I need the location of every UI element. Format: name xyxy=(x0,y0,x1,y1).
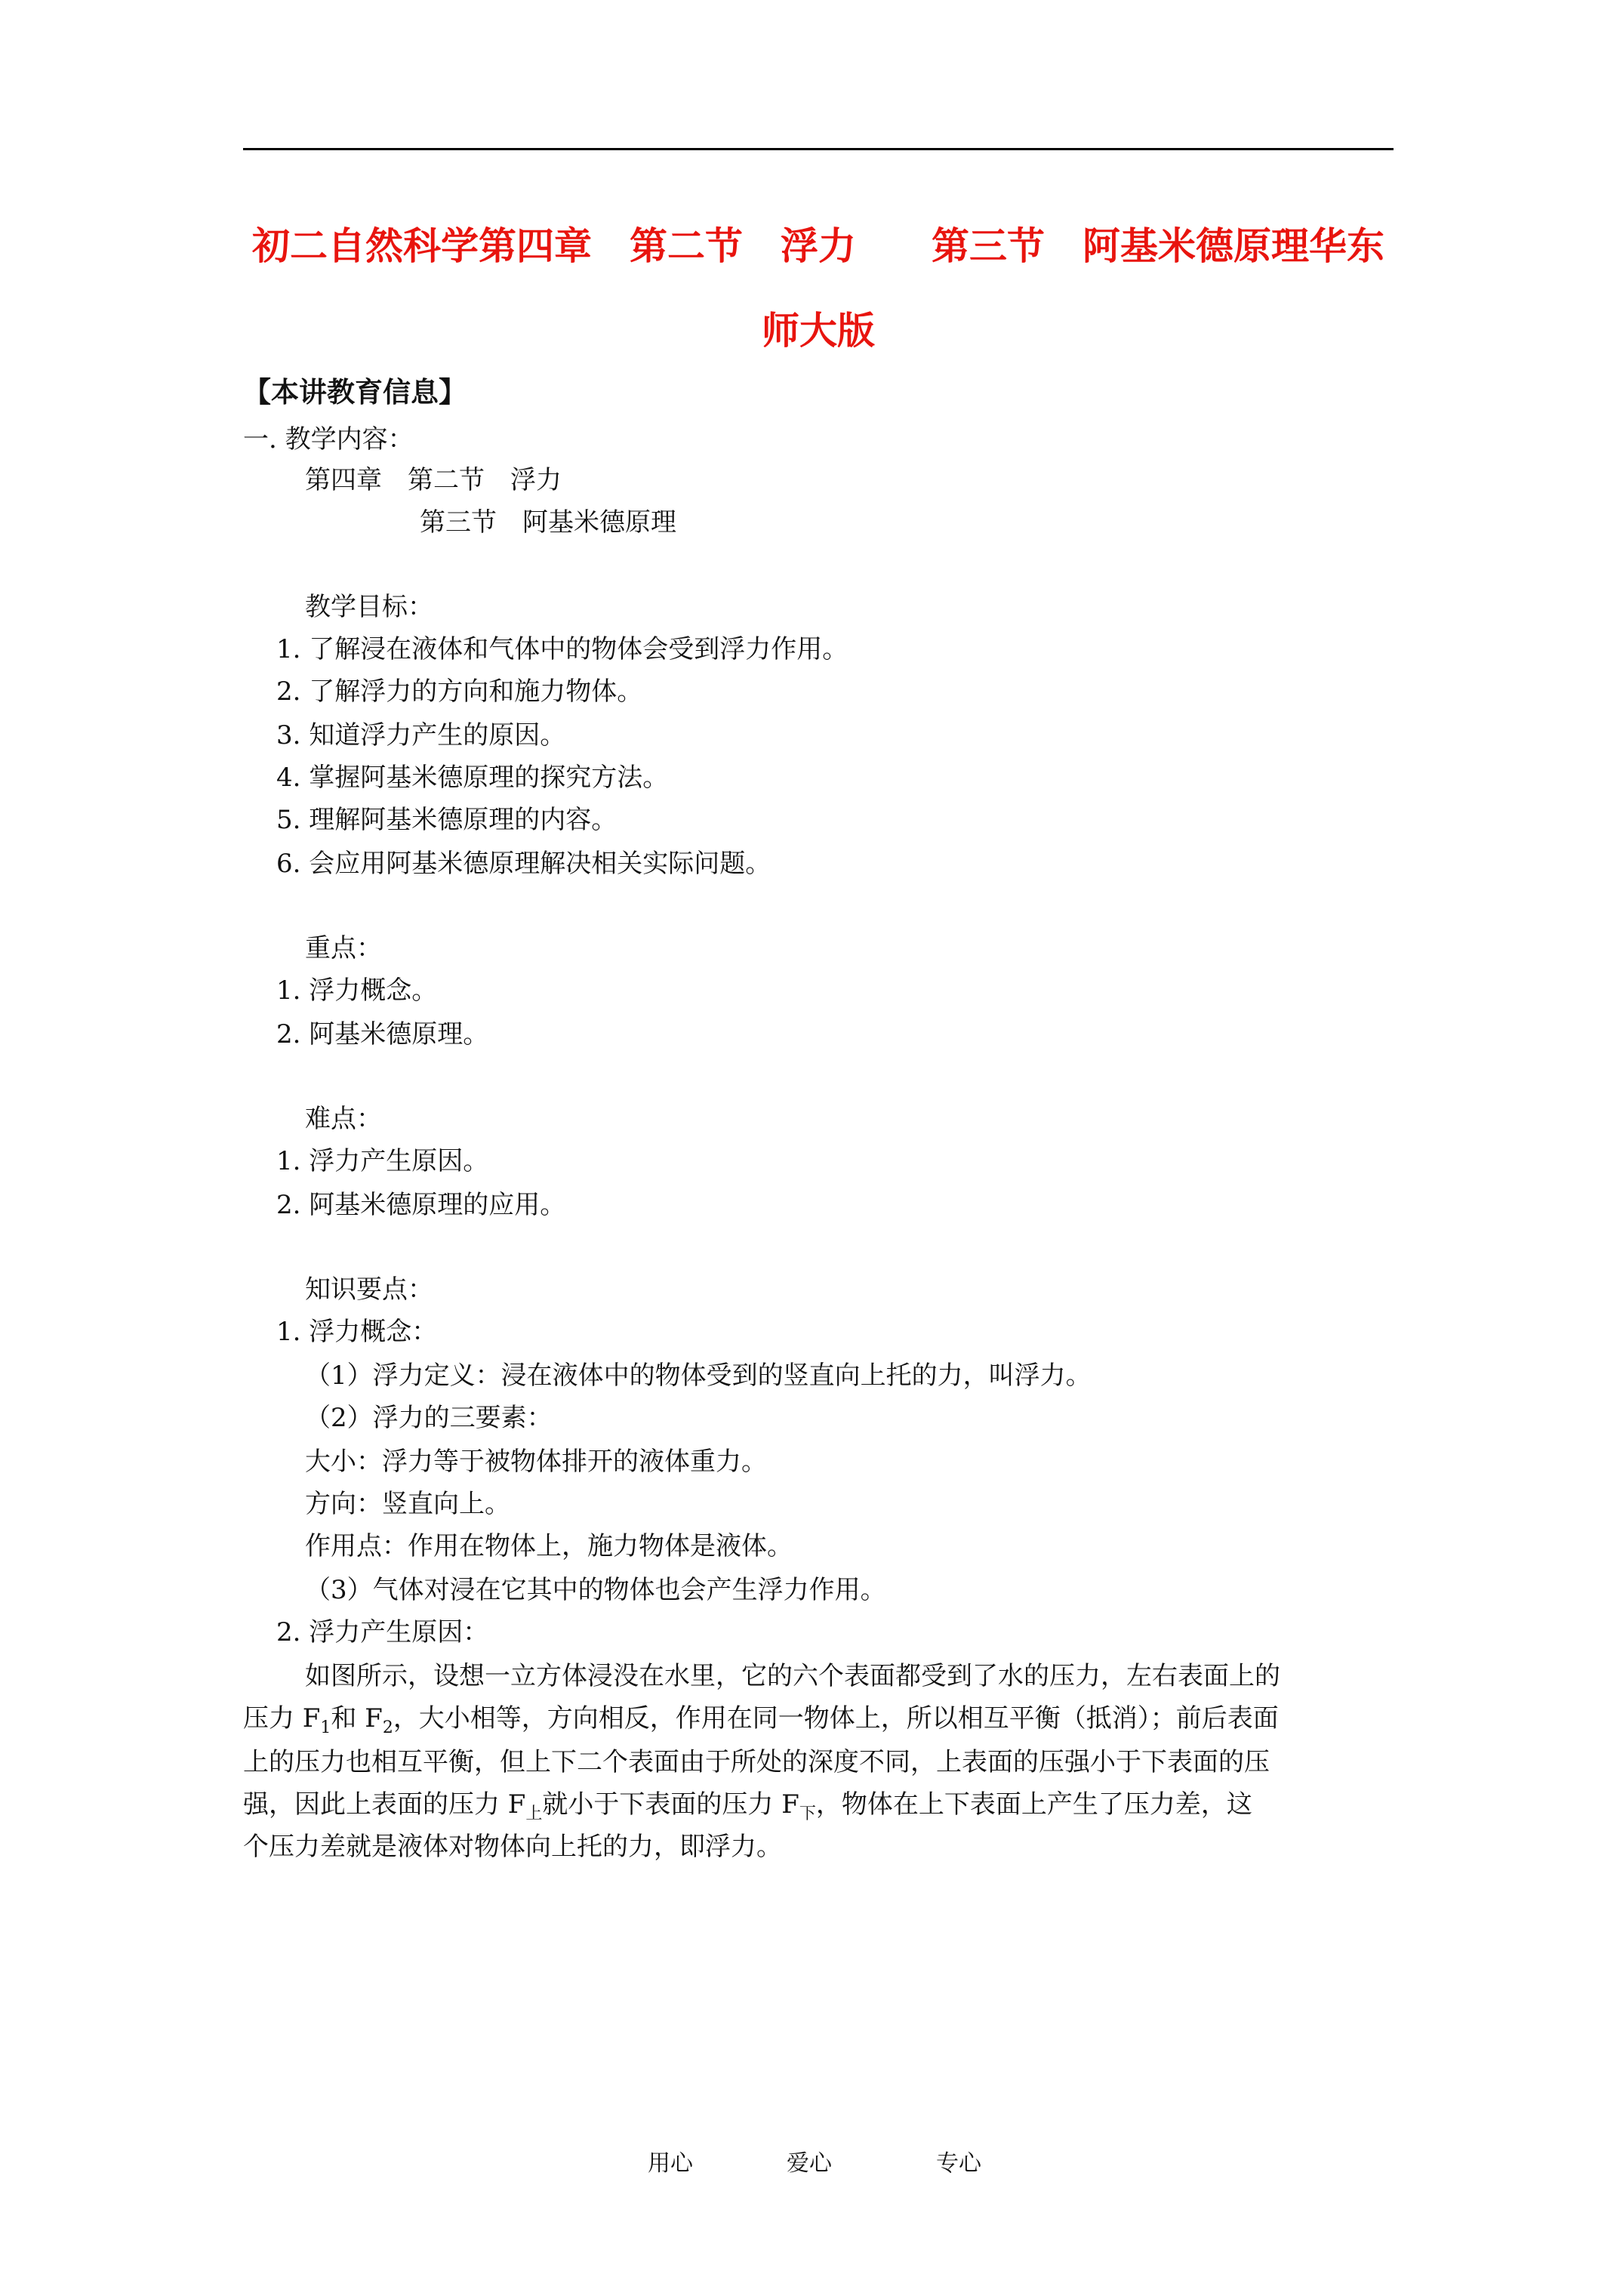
text-run: 强，因此上表面的压力 F xyxy=(243,1789,526,1820)
paragraph-line: 个压力差就是液体对物体向上托的力，即浮力。 xyxy=(243,1832,782,1862)
paragraph-line xyxy=(243,1700,1279,1737)
subscript: 上 xyxy=(525,1804,543,1823)
knowledge-line: 方向：竖直向上。 xyxy=(305,1489,510,1519)
subscript: 下 xyxy=(799,1804,816,1823)
text-run: 压力 F xyxy=(243,1703,321,1734)
key-label: 重点： xyxy=(305,933,382,963)
knowledge-line: 作用点：作用在物体上，施力物体是液体。 xyxy=(305,1531,793,1561)
objective-item: 3. 知道浮力产生的原因。 xyxy=(276,720,566,750)
title-line-2: 师大版 xyxy=(762,309,875,353)
knowledge-line: 大小：浮力等于被物体排开的液体重力。 xyxy=(305,1447,767,1477)
footer-text: 用心 xyxy=(648,2150,693,2177)
footer-text: 专心 xyxy=(936,2150,981,2177)
paragraph-line: 上的压力也相互平衡，但上下二个表面由于所处的深度不同，上表面的压强小于下表面的压 xyxy=(243,1747,1270,1777)
knowledge-heading-2: 2. 浮力产生原因： xyxy=(276,1617,489,1647)
section-header: 【本讲教育信息】 xyxy=(243,376,467,408)
difficult-point-item: 2. 阿基米德原理的应用。 xyxy=(276,1190,566,1220)
difficult-label: 难点： xyxy=(305,1104,382,1134)
title-line-1: 初二自然科学第四章 第二节 浮力 第三节 阿基米德原理华东 xyxy=(252,224,1384,268)
knowledge-line: （2）浮力的三要素： xyxy=(305,1403,553,1433)
knowledge-line: （1）浮力定义：浸在液体中的物体受到的竖直向上托的力，叫浮力。 xyxy=(305,1361,1092,1391)
text-run: ，物体在上下表面上产生了压力差，这 xyxy=(815,1789,1252,1820)
paragraph-line: 如图所示，设想一立方体浸没在水里，它的六个表面都受到了水的压力，左右表面上的 xyxy=(305,1661,1280,1691)
content-heading: 一. 教学内容： xyxy=(243,424,414,455)
key-point-item: 2. 阿基米德原理。 xyxy=(276,1019,489,1049)
footer-text: 爱心 xyxy=(787,2150,832,2177)
objective-item: 2. 了解浮力的方向和施力物体。 xyxy=(276,676,643,707)
objective-item: 1. 了解浸在液体和气体中的物体会受到浮力作用。 xyxy=(276,634,848,664)
objective-item: 6. 会应用阿基米德原理解决相关实际问题。 xyxy=(276,849,771,879)
subscript: 1 xyxy=(320,1718,331,1737)
content-line-1: 第四章 第二节 浮力 xyxy=(305,465,562,495)
knowledge-heading-1: 1. 浮力概念： xyxy=(276,1317,438,1347)
content-line-2: 第三节 阿基米德原理 xyxy=(420,507,676,538)
objective-item: 4. 掌握阿基米德原理的探究方法。 xyxy=(276,763,669,793)
knowledge-label: 知识要点： xyxy=(305,1274,433,1305)
document-title xyxy=(243,204,1394,373)
objective-item: 5. 理解阿基米德原理的内容。 xyxy=(276,805,617,835)
text-run: 就小于下表面的压力 F xyxy=(542,1789,799,1820)
text-run: 和 F xyxy=(331,1703,383,1734)
text-run: ，大小相等，方向相反，作用在同一物体上，所以相互平衡（抵消）；前后表面 xyxy=(393,1703,1279,1734)
header-rule xyxy=(243,148,1394,150)
objectives-label: 教学目标： xyxy=(305,592,433,622)
paragraph-line xyxy=(243,1786,1252,1823)
subscript: 2 xyxy=(382,1718,393,1737)
key-point-item: 1. 浮力概念。 xyxy=(276,975,438,1006)
knowledge-line: （3）气体对浸在它其中的物体也会产生浮力作用。 xyxy=(305,1575,886,1605)
difficult-point-item: 1. 浮力产生原因。 xyxy=(276,1146,489,1176)
